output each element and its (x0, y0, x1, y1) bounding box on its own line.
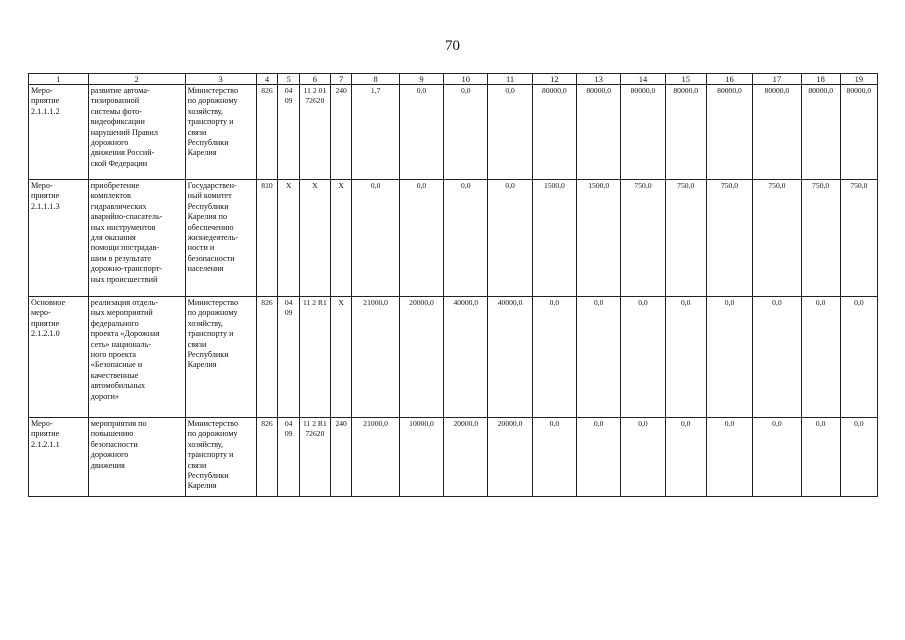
column-number-17: 17 (753, 74, 801, 85)
column-number-1: 1 (29, 74, 89, 85)
table-cell: Министерство по дорожному хозяйству, транспорту и связи Республики Карелия (185, 418, 256, 497)
table-cell: 826 (256, 297, 278, 418)
table-cell: 0,0 (801, 418, 840, 497)
budget-table (28, 73, 878, 497)
table-row (29, 85, 878, 180)
table-cell: 0,0 (532, 297, 576, 418)
table-cell: 11 2 01 72620 (299, 85, 330, 180)
table-cell: 0,0 (801, 297, 840, 418)
table-row (29, 418, 878, 497)
column-number-12: 12 (532, 74, 576, 85)
table-cell: 10000,0 (399, 418, 443, 497)
table-cell: 04 09 (278, 297, 300, 418)
table-cell: 0,0 (488, 180, 532, 297)
table-cell: 750,0 (706, 180, 752, 297)
table-cell: Основное меро- приятие 2.1.2.1.0 (29, 297, 89, 418)
table-cell: 750,0 (665, 180, 706, 297)
table-cell: 11 2 R1 72620 (299, 418, 330, 497)
table-cell: 0,0 (577, 297, 621, 418)
table-cell: 0,0 (753, 297, 801, 418)
table-cell: 40000,0 (444, 297, 488, 418)
table-cell: 810 (256, 180, 278, 297)
table-cell: 0,0 (444, 85, 488, 180)
table-cell: Меро- приятие 2.1.2.1.1 (29, 418, 89, 497)
header-row (29, 74, 878, 85)
column-number-18: 18 (801, 74, 840, 85)
table-cell: 0,0 (665, 297, 706, 418)
table-cell: 1500,0 (532, 180, 576, 297)
table-cell: 21000,0 (352, 297, 399, 418)
table-row (29, 297, 878, 418)
table-cell: приобретение комплектов гидравлических аварийно-спасатель- ных инструментов для оказания помощи пострадав- шим в результате дорожно-транспорт- ных происшествий (88, 180, 185, 297)
table-cell: 0,0 (621, 418, 665, 497)
column-number-14: 14 (621, 74, 665, 85)
table-cell: 0,0 (444, 180, 488, 297)
table-cell: 80000,0 (577, 85, 621, 180)
column-number-3: 3 (185, 74, 256, 85)
table-cell: 80000,0 (840, 85, 877, 180)
column-number-15: 15 (665, 74, 706, 85)
table-cell: Министерство по дорожному хозяйству, транспорту и связи Республики Карелия (185, 297, 256, 418)
column-number-10: 10 (444, 74, 488, 85)
table-cell: 11 2 R1 (299, 297, 330, 418)
column-number-9: 9 (399, 74, 443, 85)
table-cell: развитие автома- тизированной системы фото- видеофиксации нарушений Правил дорожного движения Россий- ской Федерации (88, 85, 185, 180)
table-cell: Х (278, 180, 300, 297)
table-cell: 0,0 (840, 297, 877, 418)
column-number-7: 7 (330, 74, 352, 85)
table-cell: 0,0 (840, 418, 877, 497)
column-number-11: 11 (488, 74, 532, 85)
table-cell: 04 09 (278, 85, 300, 180)
column-number-2: 2 (88, 74, 185, 85)
table-cell: 0,0 (706, 297, 752, 418)
page-number: 70 (445, 38, 460, 54)
table-cell: 240 (330, 418, 352, 497)
table-cell: 0,0 (399, 180, 443, 297)
table-cell: 826 (256, 418, 278, 497)
table-cell: 0,0 (532, 418, 576, 497)
table-cell: 1500,0 (577, 180, 621, 297)
table-cell: 1,7 (352, 85, 399, 180)
table-cell: 826 (256, 85, 278, 180)
table-cell: 0,0 (706, 418, 752, 497)
table-cell: Министерство по дорожному хозяйству, транспорту и связи Республики Карелия (185, 85, 256, 180)
table-cell: 0,0 (352, 180, 399, 297)
table-cell: 0,0 (665, 418, 706, 497)
table-cell: Меро- приятие 2.1.1.1.2 (29, 85, 89, 180)
table-row (29, 180, 878, 297)
column-number-16: 16 (706, 74, 752, 85)
table-cell: Х (330, 297, 352, 418)
table-cell: 21000,0 (352, 418, 399, 497)
table-cell: 80000,0 (621, 85, 665, 180)
table-cell: Меро- приятие 2.1.1.1.3 (29, 180, 89, 297)
table-cell: 240 (330, 85, 352, 180)
table-cell: 750,0 (801, 180, 840, 297)
column-number-5: 5 (278, 74, 300, 85)
table-cell: 20000,0 (399, 297, 443, 418)
table-cell: 750,0 (753, 180, 801, 297)
table-cell: 20000,0 (488, 418, 532, 497)
column-number-4: 4 (256, 74, 278, 85)
table-cell: 750,0 (840, 180, 877, 297)
table-cell: 80000,0 (706, 85, 752, 180)
table-cell: 0,0 (621, 297, 665, 418)
column-number-13: 13 (577, 74, 621, 85)
table-cell: 80000,0 (753, 85, 801, 180)
table-cell: Х (299, 180, 330, 297)
table-cell: 0,0 (488, 85, 532, 180)
table-cell: 0,0 (753, 418, 801, 497)
table-cell: 80000,0 (665, 85, 706, 180)
table-cell: 0,0 (399, 85, 443, 180)
table-cell: 04 09 (278, 418, 300, 497)
column-number-19: 19 (840, 74, 877, 85)
table-cell: реализация отдель- ных мероприятий федерального проекта «Дорожная сеть» националь- ного проекта «Безопасные и качественные автомобильных дороги» (88, 297, 185, 418)
table-cell: 80000,0 (801, 85, 840, 180)
table-cell: Х (330, 180, 352, 297)
table-cell: 750,0 (621, 180, 665, 297)
table-cell: 20000,0 (444, 418, 488, 497)
column-number-8: 8 (352, 74, 399, 85)
table-cell: мероприятия по повышению безопасности дорожного движения (88, 418, 185, 497)
table-cell: Государствен- ный комитет Республики Карелия по обеспечению жизнедеятель- ности и безопасности населения (185, 180, 256, 297)
table-cell: 80000,0 (532, 85, 576, 180)
column-number-6: 6 (299, 74, 330, 85)
table-cell: 0,0 (577, 418, 621, 497)
table-cell: 40000,0 (488, 297, 532, 418)
